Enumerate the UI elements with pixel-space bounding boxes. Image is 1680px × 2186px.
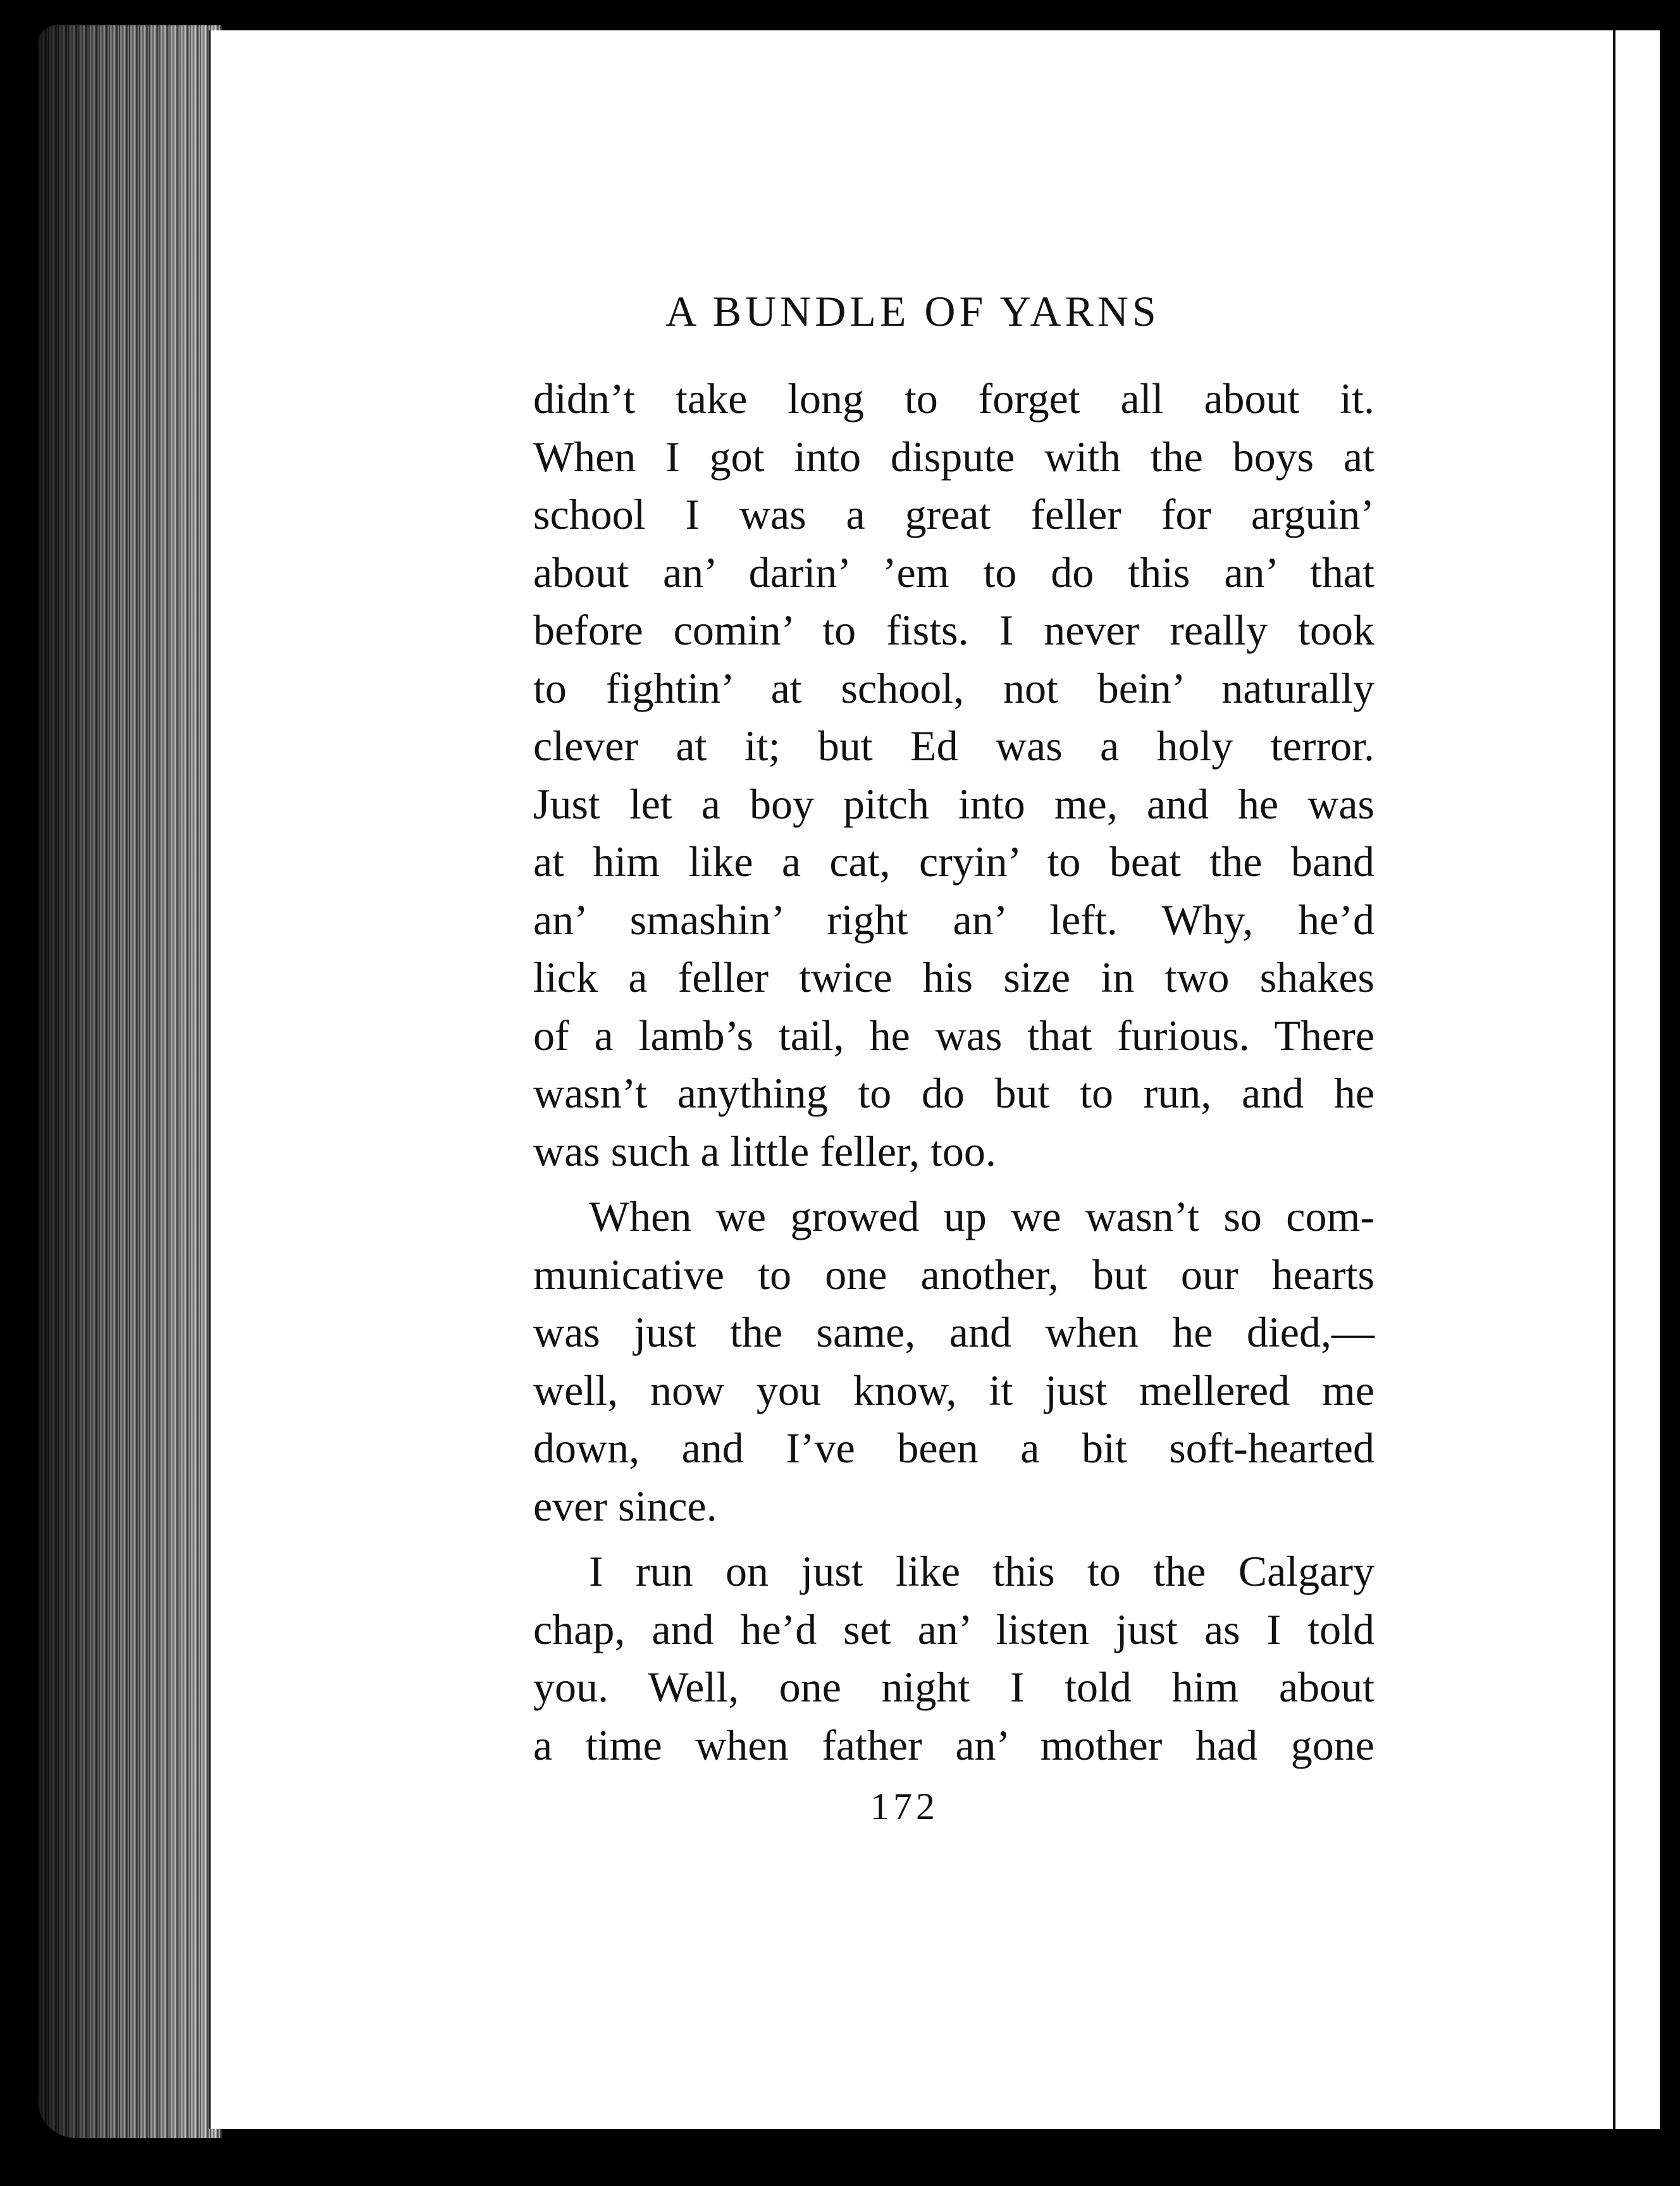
- text-line: chap, and he’d set an’ listen just as I told: [533, 1605, 1374, 1653]
- running-head: A BUNDLE OF YARNS: [665, 287, 1160, 335]
- text-line: before comin’ to fists. I never really took: [533, 606, 1374, 654]
- text-line: When I got into dispute with the boys at: [533, 432, 1374, 481]
- text-line: an’ smashin’ right an’ left. Why, he’d: [533, 895, 1374, 944]
- page-number: 172: [870, 1786, 939, 1827]
- text-line: of a lamb’s tail, he was that furious. There: [533, 1011, 1374, 1059]
- paragraph-gap: [533, 1180, 1374, 1188]
- text-line: was such a little feller, too.: [533, 1127, 996, 1175]
- text-line: was just the same, and when he died,—: [533, 1308, 1374, 1356]
- text-line: didn’t take long to forget all about it.: [533, 374, 1374, 423]
- text-line: Just let a boy pitch into me, and he was: [533, 779, 1374, 828]
- paragraph: [533, 1543, 1374, 1774]
- body-text: [533, 370, 1374, 1774]
- next-page: [1615, 30, 1660, 2129]
- paragraph-gap: [533, 1535, 1374, 1543]
- paragraph: [533, 1188, 1374, 1535]
- text-line: at him like a cat, cryin’ to beat the band: [533, 837, 1374, 886]
- text-line: municative to one another, but our hearts: [533, 1250, 1374, 1299]
- paragraph: [533, 370, 1374, 1180]
- text-line: I run on just like this to the Calgary: [589, 1547, 1374, 1595]
- text-line: down, and I’ve been a bit soft-hearted: [533, 1424, 1374, 1472]
- text-line: to fightin’ at school, not bein’ naturally: [533, 664, 1374, 712]
- book-edge-shadow: [38, 25, 221, 2138]
- text-line: you. Well, one night I told him about: [533, 1663, 1374, 1711]
- text-line: wasn’t anything to do but to run, and he: [533, 1069, 1374, 1117]
- text-line: a time when father an’ mother had gone: [533, 1720, 1374, 1769]
- text-line: clever at it; but Ed was a holy terror.: [533, 722, 1374, 770]
- text-line: When we growed up we wasn’t so com-: [589, 1192, 1374, 1240]
- text-line: school I was a great feller for arguin’: [533, 490, 1374, 538]
- text-line: about an’ darin’ ’em to do this an’ that: [533, 548, 1374, 596]
- text-line: well, now you know, it just mellered me: [533, 1366, 1374, 1414]
- text-line: ever since.: [533, 1481, 717, 1530]
- text-line: lick a feller twice his size in two shakes: [533, 953, 1374, 1001]
